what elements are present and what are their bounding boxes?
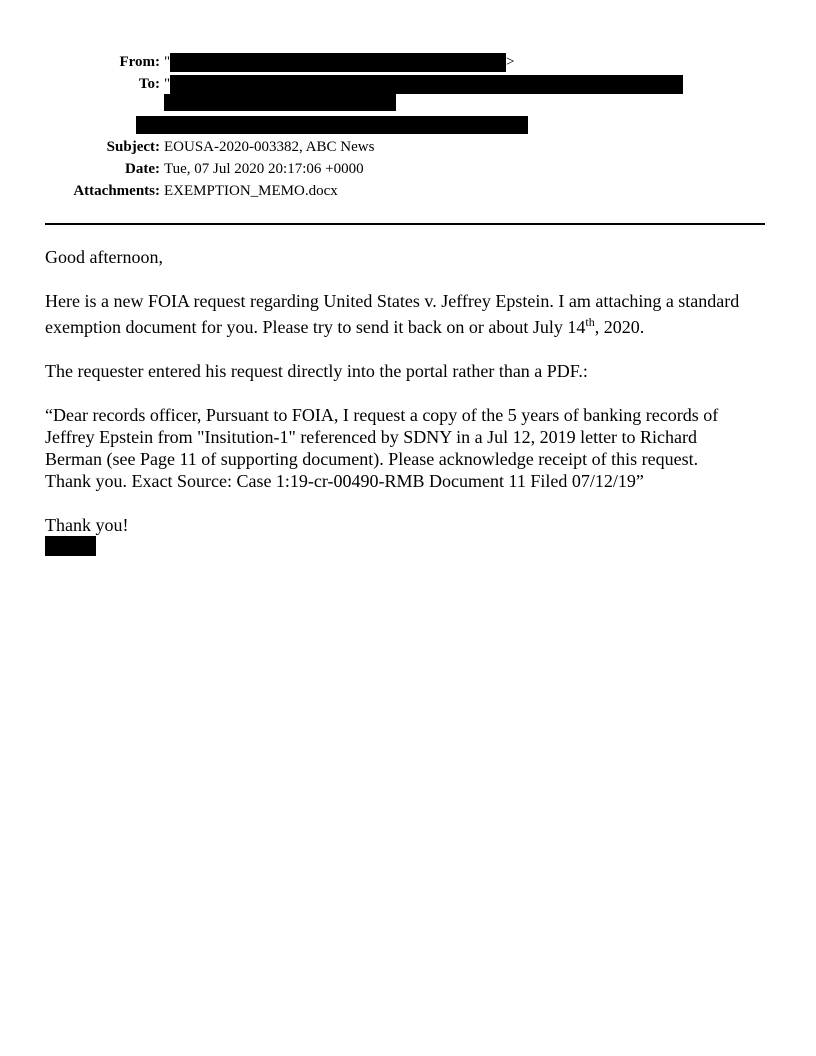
quote-line-3: Berman (see Page 11 of supporting document). Please acknowledge receipt of this request. (45, 449, 699, 469)
paragraph-1-line-1: Here is a new FOIA request regarding United States v. Jeffrey Epstein. I am attaching a standard (45, 291, 740, 311)
quote-line-2: Jeffrey Epstein from "Insitution-1" referenced by SDNY in a Jul 12, 2019 letter to Richard (45, 427, 698, 447)
paragraph-1-line-2-end: , 2020. (594, 317, 645, 337)
attachments-label: Attachments: (73, 183, 160, 199)
attachments-row (0, 181, 816, 201)
attachments-value[interactable]: EXEMPTION_MEMO.docx (164, 183, 338, 199)
signature-redaction (45, 536, 96, 556)
date-value: Tue, 07 Jul 2020 20:17:06 +0000 (164, 161, 364, 177)
ordinal-superscript: th (585, 315, 595, 329)
from-suffix: > (506, 54, 515, 70)
date-row (0, 159, 816, 179)
paragraph-1-line-2-text: exemption document for you. Please try to send it back on or about July 14 (45, 317, 586, 337)
closing: Thank you! (45, 515, 129, 535)
from-redaction (170, 53, 506, 72)
subject-label: Subject: (106, 139, 160, 155)
subject-value: EOUSA-2020-003382, ABC News (164, 139, 375, 155)
paragraph-2: The requester entered his request directly into the portal rather than a PDF.: (45, 361, 588, 381)
header-divider (45, 223, 765, 225)
date-label: Date: (125, 161, 160, 177)
greeting: Good afternoon, (45, 247, 163, 267)
subject-row (0, 137, 816, 157)
to-prefix: " (164, 76, 171, 92)
to-redaction-line3 (136, 116, 528, 134)
to-redaction-line2 (164, 94, 396, 111)
quote-line-4: Thank you. Exact Source: Case 1:19-cr-00490-RMB Document 11 Filed 07/12/19” (45, 471, 644, 491)
from-prefix: " (164, 54, 171, 70)
quote-line-1: “Dear records officer, Pursuant to FOIA, I request a copy of the 5 years of banking records of (45, 405, 719, 425)
from-label: From: (119, 54, 160, 70)
paragraph-1-line-2 (45, 316, 775, 338)
to-redaction-line1 (170, 75, 683, 94)
to-label: To: (138, 76, 160, 92)
